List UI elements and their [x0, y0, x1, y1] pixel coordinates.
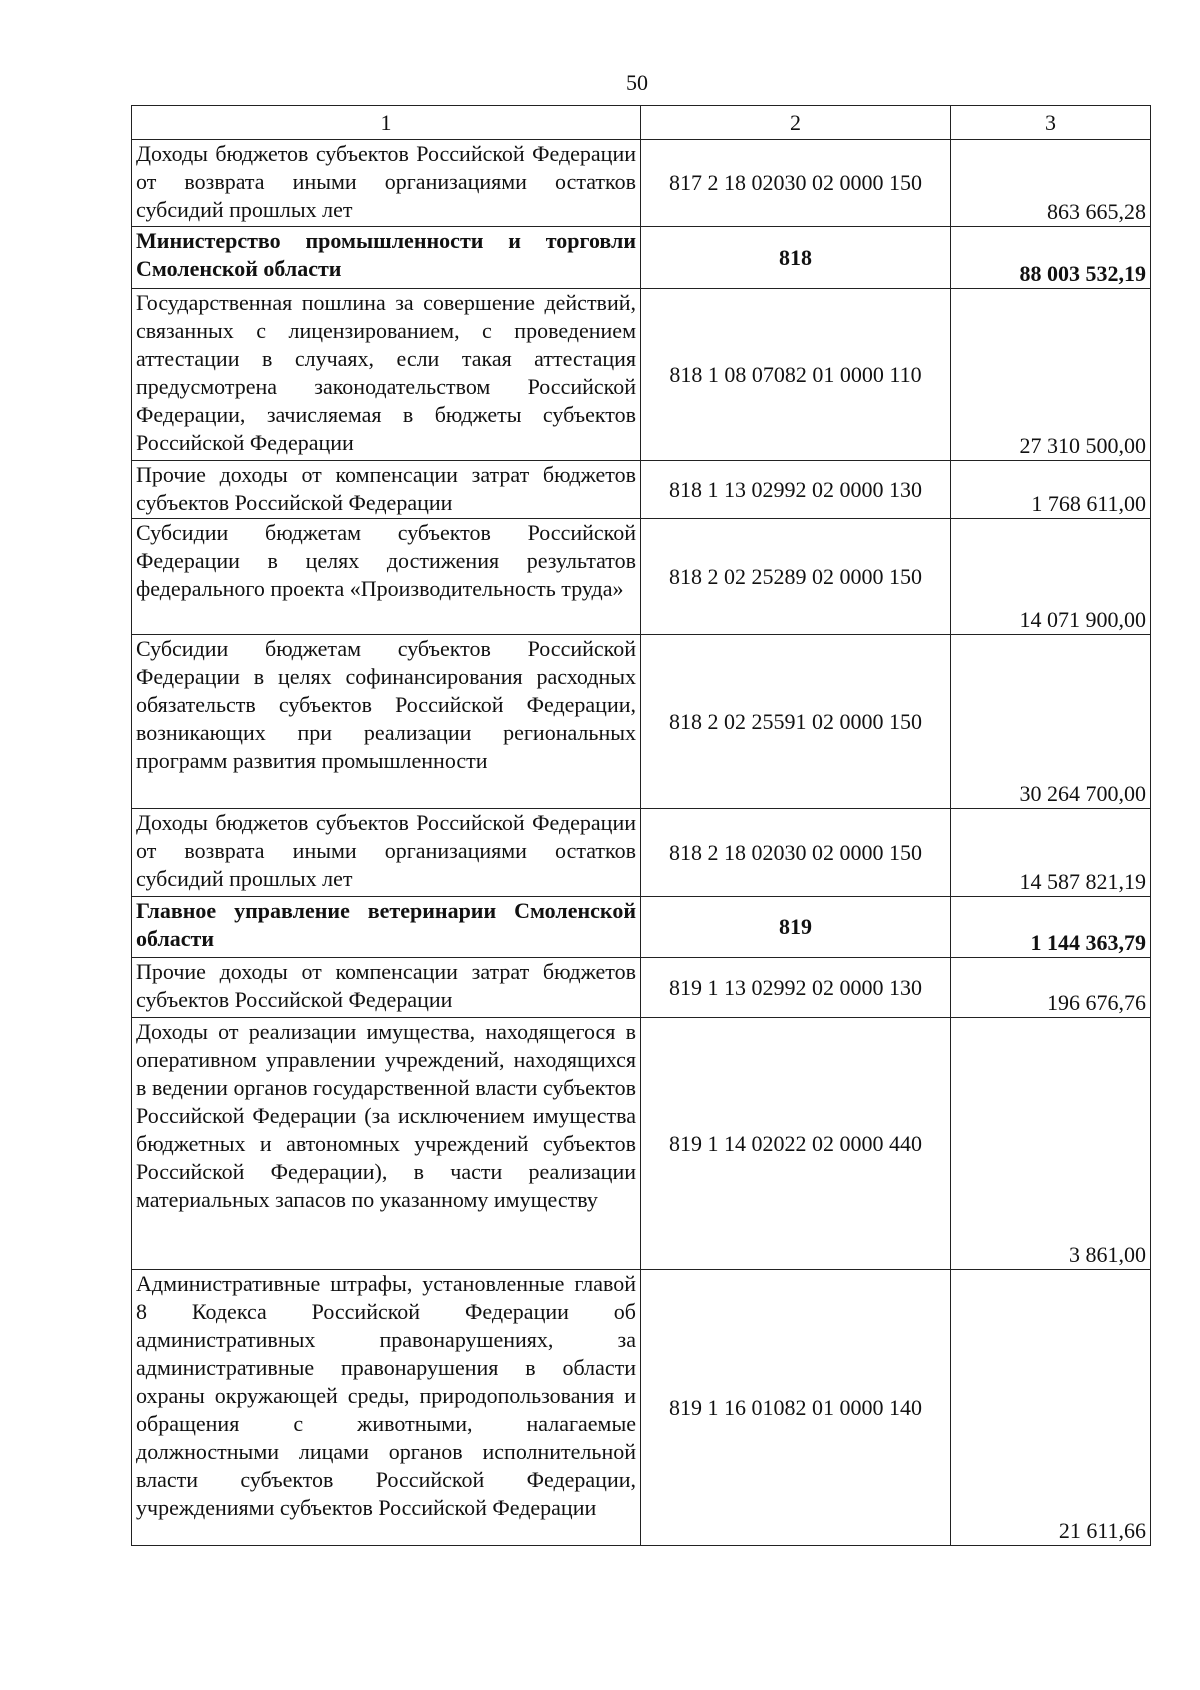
- table-row: [132, 1270, 1151, 1546]
- row-code: 817 2 18 02030 02 0000 150: [641, 140, 951, 227]
- revenue-table: [131, 105, 1151, 1546]
- table-row: [132, 140, 1151, 227]
- row-code: 819 1 13 02992 02 0000 130: [641, 958, 951, 1018]
- row-code: 818 1 08 07082 01 0000 110: [641, 289, 951, 461]
- table-row: [132, 289, 1151, 461]
- row-description: Субсидии бюджетам субъектов Российской Федерации в целях софинансирования расходных обязательств субъектов Российской Федерации, возникающих при реализации региональных программ развития промышленности: [132, 635, 641, 809]
- table-row: [132, 461, 1151, 519]
- column-header-3: 3: [951, 106, 1151, 140]
- row-amount: 21 611,66: [951, 1270, 1151, 1546]
- row-code: 819 1 16 01082 01 0000 140: [641, 1270, 951, 1546]
- row-description: Главное управление ветеринарии Смоленской области: [132, 897, 641, 958]
- row-description: Прочие доходы от компенсации затрат бюджетов субъектов Российской Федерации: [132, 958, 641, 1018]
- row-amount: 30 264 700,00: [951, 635, 1151, 809]
- column-header-1: 1: [132, 106, 641, 140]
- row-code: 818: [641, 227, 951, 289]
- row-code: 819: [641, 897, 951, 958]
- row-amount: 196 676,76: [951, 958, 1151, 1018]
- row-description: Министерство промышленности и торговли Смоленской области: [132, 227, 641, 289]
- row-amount: 1 144 363,79: [951, 897, 1151, 958]
- page-number: 50: [626, 70, 648, 95]
- row-description: Прочие доходы от компенсации затрат бюджетов субъектов Российской Федерации: [132, 461, 641, 519]
- table-row-section: [132, 897, 1151, 958]
- row-description: Субсидии бюджетам субъектов Российской Федерации в целях достижения результатов федерального проекта «Производительность труда»: [132, 519, 641, 635]
- row-amount: 27 310 500,00: [951, 289, 1151, 461]
- row-description: Государственная пошлина за совершение действий, связанных с лицензированием, с проведением аттестации в случаях, если такая аттестация предусмотрена законодательством Российской Федерации, зачисляемая в бюджеты субъектов Российской Федерации: [132, 289, 641, 461]
- row-code: 818 2 02 25289 02 0000 150: [641, 519, 951, 635]
- row-amount: 14 587 821,19: [951, 809, 1151, 897]
- row-code: 818 1 13 02992 02 0000 130: [641, 461, 951, 519]
- row-code: 819 1 14 02022 02 0000 440: [641, 1018, 951, 1270]
- column-header-2: 2: [641, 106, 951, 140]
- table-row: [132, 1018, 1151, 1270]
- row-code: 818 2 18 02030 02 0000 150: [641, 809, 951, 897]
- table-row: [132, 519, 1151, 635]
- row-description: Доходы от реализации имущества, находящегося в оперативном управлении учреждений, находящихся в ведении органов государственной власти субъектов Российской Федерации (за исключением имущества бюджетных и автономных учреждений субъектов Российской Федерации), в части реализации материальных запасов по указанному имуществу: [132, 1018, 641, 1270]
- table-row: [132, 635, 1151, 809]
- row-amount: 3 861,00: [951, 1018, 1151, 1270]
- row-description: Административные штрафы, установленные главой 8 Кодекса Российской Федерации об административных правонарушениях, за административные правонарушения в области охраны окружающей среды, природопользования и обращения с животными, налагаемые должностными лицами органов исполнительной власти субъектов Российской Федерации, учреждениями субъектов Российской Федерации: [132, 1270, 641, 1546]
- row-code: 818 2 02 25591 02 0000 150: [641, 635, 951, 809]
- table-header-row: [132, 106, 1151, 140]
- row-amount: 14 071 900,00: [951, 519, 1151, 635]
- row-description: Доходы бюджетов субъектов Российской Федерации от возврата иными организациями остатков субсидий прошлых лет: [132, 140, 641, 227]
- row-description: Доходы бюджетов субъектов Российской Федерации от возврата иными организациями остатков субсидий прошлых лет: [132, 809, 641, 897]
- row-amount: 1 768 611,00: [951, 461, 1151, 519]
- row-amount: 863 665,28: [951, 140, 1151, 227]
- table-row: [132, 809, 1151, 897]
- table-row-section: [132, 227, 1151, 289]
- row-amount: 88 003 532,19: [951, 227, 1151, 289]
- table-row: [132, 958, 1151, 1018]
